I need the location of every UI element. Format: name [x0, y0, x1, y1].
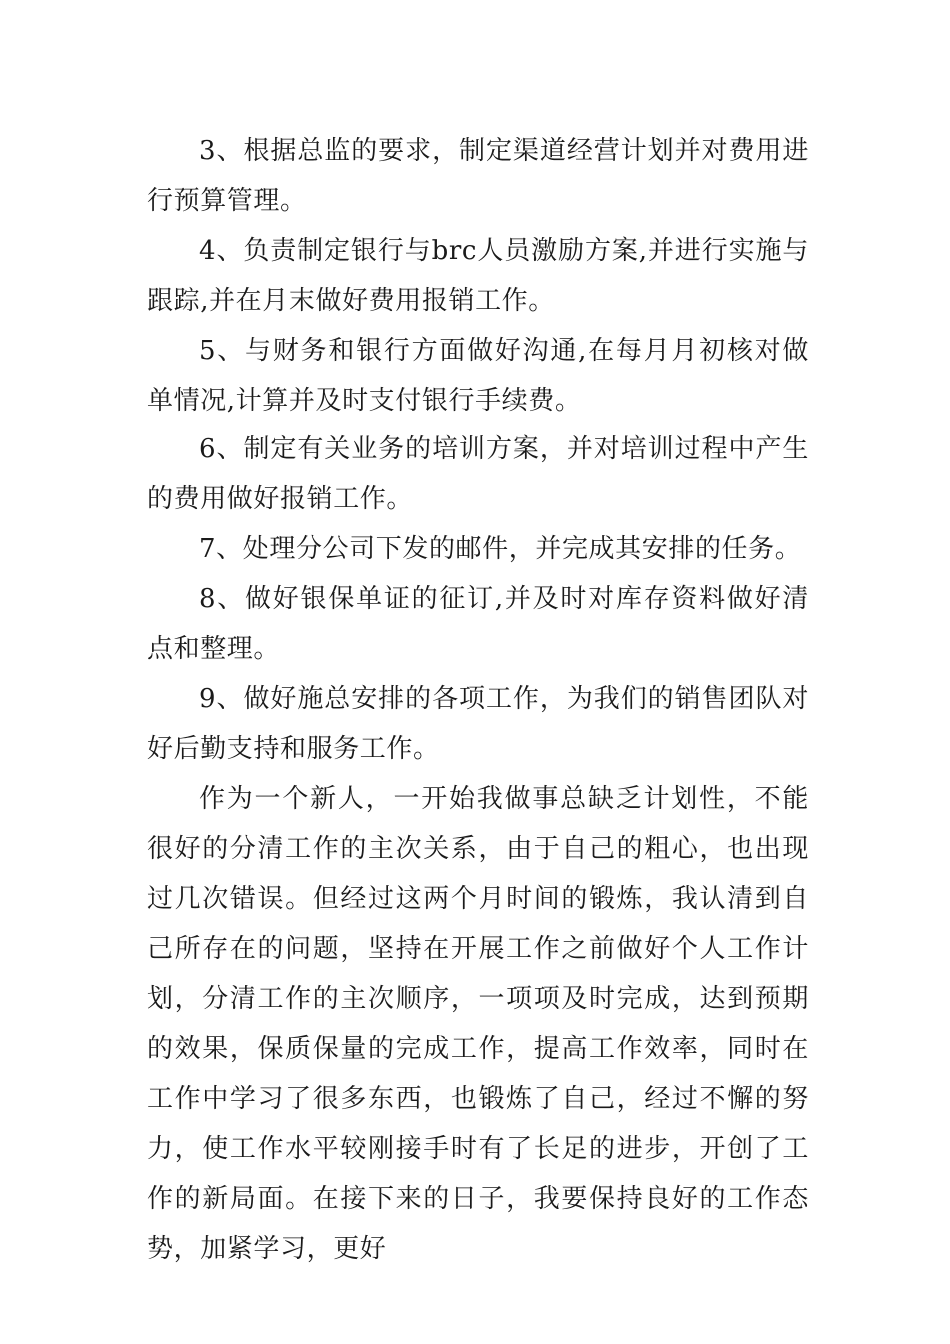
paragraph-item-7: 7、处理分公司下发的邮件，并完成其安排的任务。: [199, 534, 802, 564]
paragraph-item-4: 4、负责制定银行与brc人员激励方案,并进行实施与跟踪,并在月末做好费用报销工作。: [147, 236, 809, 316]
paragraph-item-8: 8、做好银保单证的征订,并及时对库存资料做好清点和整理。: [147, 584, 809, 664]
paragraph-item-5: 5、与财务和银行方面做好沟通,在每月月初核对做单情况,计算并及时支付银行手续费。: [147, 336, 809, 416]
paragraph-item-3: 3、根据总监的要求，制定渠道经营计划并对费用进行预算管理。: [147, 136, 809, 216]
paragraph-item-6: 6、制定有关业务的培训方案，并对培训过程中产生的费用做好报销工作。: [147, 434, 809, 514]
paragraph-item-9: 9、做好施总安排的各项工作，为我们的销售团队对好后勤支持和服务工作。: [147, 684, 809, 764]
summary-paragraph: 作为一个新人，一开始我做事总缺乏计划性，不能很好的分清工作的主次关系，由于自己的粗心，也出现过几次错误。但经过这两个月时间的锻炼，我认清到自己所存在的问题，坚持在开展工作之前做好个人工作计划，分清工作的主次顺序，一项项及时完成，达到预期的效果，保质保量的完成工作，提高工作效率，同时在工作中学习了很多东西，也锻炼了自己，经过不懈的努力，使工作水平较刚接手时有了长足的进步，开创了工作的新局面。在接下来的日子，我要保持良好的工作态势，加紧学习，更好: [147, 784, 809, 1264]
